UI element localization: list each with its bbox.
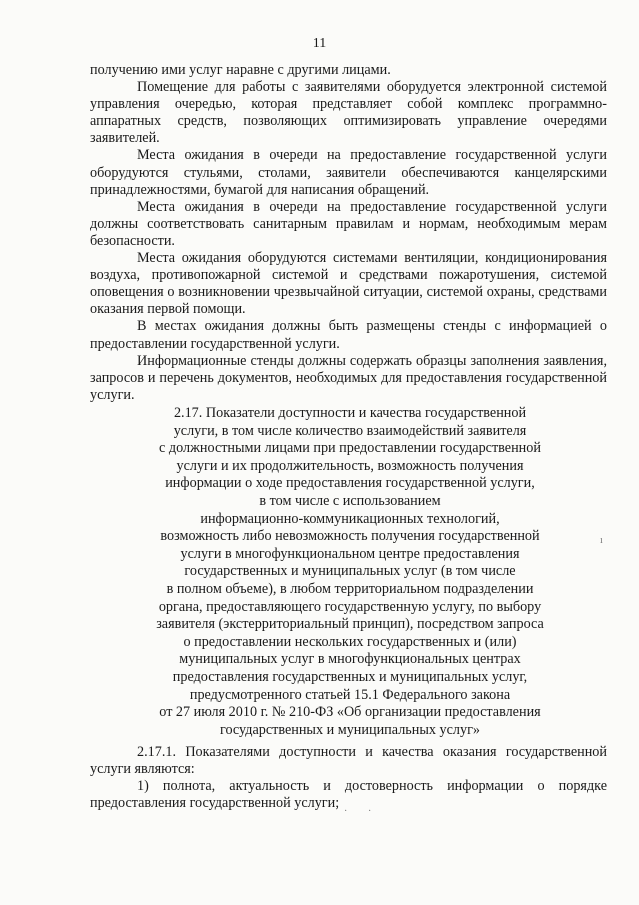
heading-line: 2.17. Показатели доступности и качества государственной xyxy=(173,405,527,421)
heading-line: информационно-коммуникационных технологий, xyxy=(200,510,500,527)
section-heading-2-17 xyxy=(110,405,590,739)
scan-speck: · xyxy=(368,806,372,817)
body-text-bottom xyxy=(90,744,607,812)
scan-speck: · xyxy=(344,806,348,817)
heading-line: в полном объеме), в любом территориальном подразделении xyxy=(166,580,534,597)
heading-line: в том числе с использованием xyxy=(259,492,441,509)
paragraph: В местах ожидания должны быть размещены стенды с информацией о предоставлении государственной услуги. xyxy=(90,318,607,352)
heading-line: услуги и их продолжительность, возможность получения xyxy=(176,457,524,474)
heading-line: услуги в многофункциональном центре предоставления xyxy=(180,545,520,562)
heading-line: государственных и муниципальных услуг (в том числе xyxy=(184,563,516,580)
paragraph: Информационные стенды должны содержать образцы заполнения заявления, запросов и перечень документов, необходимых для предоставления государственной услуги. xyxy=(90,352,607,403)
heading-line: органа, предоставляющего государственную услугу, по выбору xyxy=(158,598,542,615)
page-number: 11 xyxy=(312,36,327,51)
heading-line: предусмотренного статьей 15.1 Федерального закона xyxy=(189,686,511,703)
paragraph: Помещение для работы с заявителями оборудуется электронной системой управления очередью, которая представляет собой комплекс программно-аппаратных средств, позволяющих оптимизировать управление очередями заявителей. xyxy=(90,79,607,147)
paragraph: 2.17.1. Показателями доступности и качества оказания государственной услуги являются: xyxy=(90,744,607,778)
body-text-top xyxy=(90,62,607,404)
paragraph: Места ожидания оборудуются системами вентиляции, кондиционирования воздуха, противопожарной системой и средствами пожаротушения, системой оповещения о возникновении чрезвычайной ситуации, системой охраны, средствами оказания первой помощи. xyxy=(90,250,607,318)
paragraph: Места ожидания в очереди на предоставление государственной услуги должны соответствовать санитарным правилам и нормам, необходимым мерам безопасности. xyxy=(90,198,607,249)
paragraph: получению ими услуг наравне с другими лицами. xyxy=(90,62,391,78)
heading-line: о предоставлении нескольких государственных и (или) xyxy=(183,633,517,650)
heading-line: от 27 июля 2010 г. № 210-ФЗ «Об организации предоставления xyxy=(159,704,541,721)
heading-line: услуги, в том числе количество взаимодействий заявителя xyxy=(173,422,527,439)
heading-line: предоставления государственных и муниципальных услуг, xyxy=(172,668,528,685)
heading-line: информации о ходе предоставления государственной услуги, xyxy=(165,475,535,492)
heading-line: с должностными лицами при предоставлении государственной xyxy=(159,440,541,457)
scan-speck: ı xyxy=(600,535,603,546)
paragraph: Места ожидания в очереди на предоставление государственной услуги оборудуются стульями, столами, заявители обеспечиваются канцелярскими принадлежностями, бумагой для написания обращений. xyxy=(90,147,607,198)
heading-line: государственных и муниципальных услуг» xyxy=(220,721,480,738)
heading-line: возможность либо невозможность получения государственной xyxy=(160,528,540,545)
heading-line: муниципальных услуг в многофункциональных центрах xyxy=(179,651,521,668)
heading-line: заявителя (экстерриториальный принцип), посредством запроса xyxy=(156,616,544,633)
paragraph: 1) полнота, актуальность и достоверность информации о порядке предоставления государственной услуги; xyxy=(90,778,607,812)
